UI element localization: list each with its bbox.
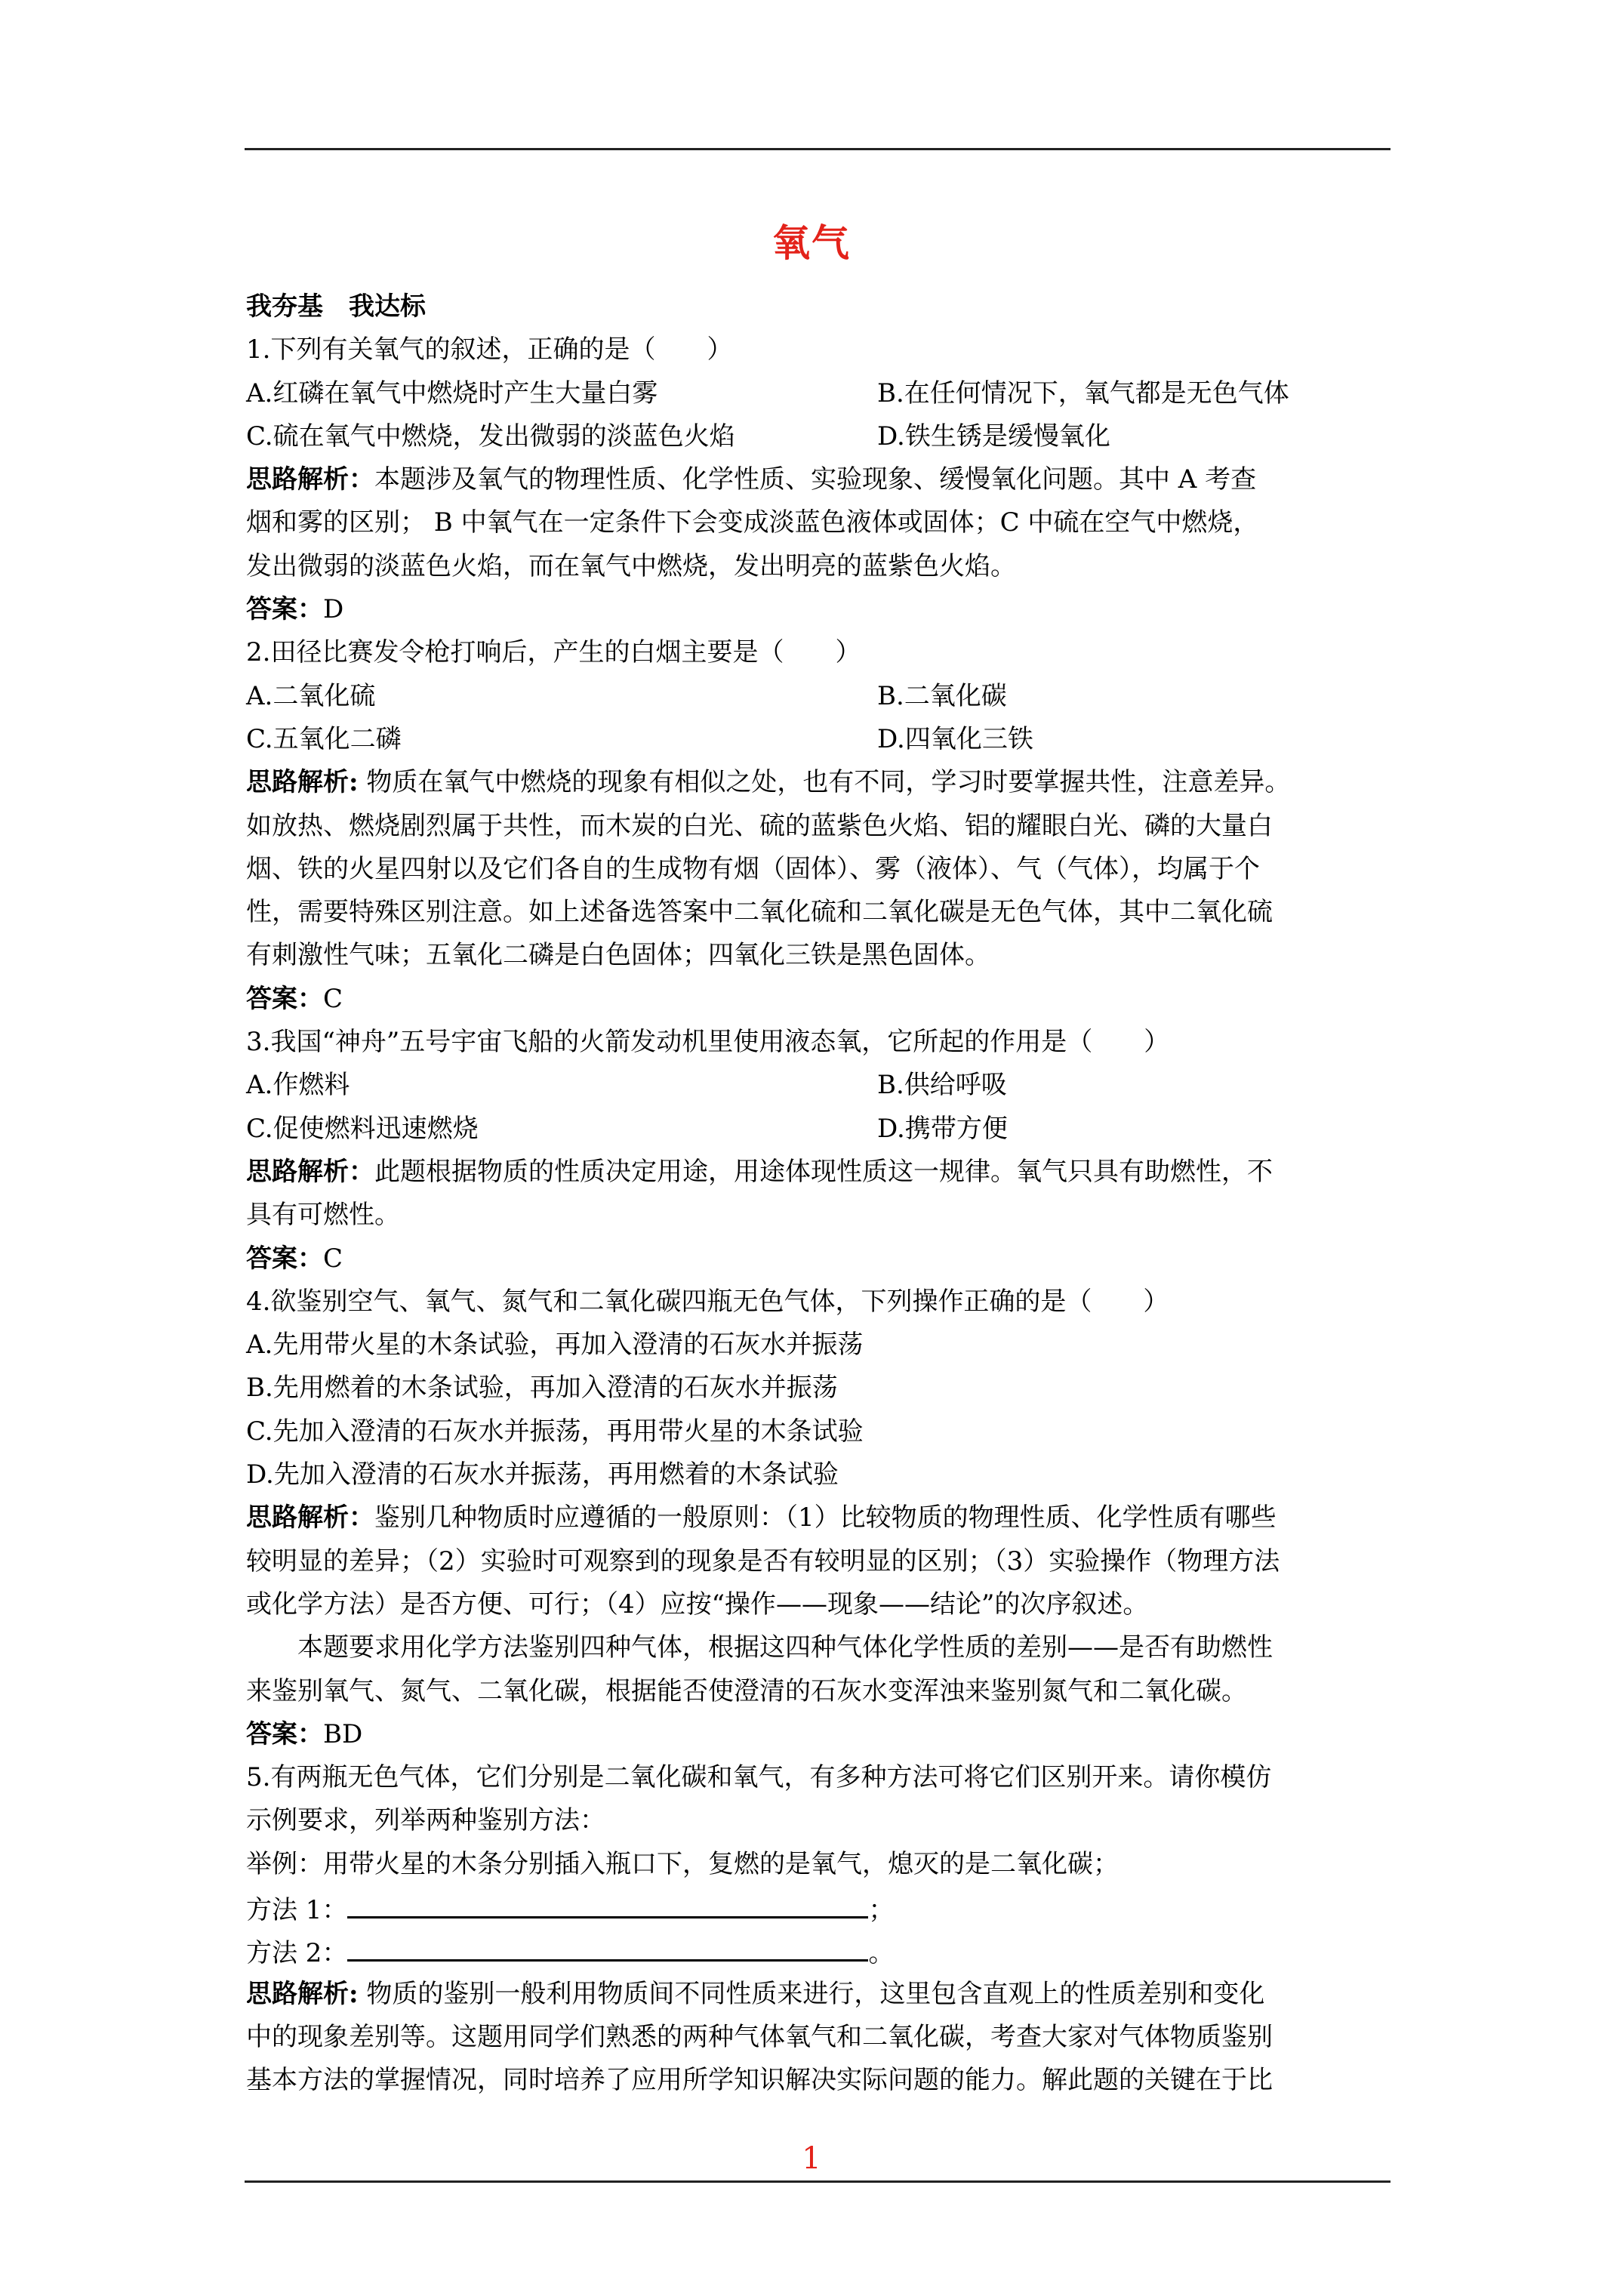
answer-label: 答案： bbox=[246, 1243, 323, 1274]
method-2-label: 方法 2： bbox=[246, 1938, 348, 1969]
q5-method-1 bbox=[246, 1886, 1394, 1929]
method-2-blank[interactable] bbox=[347, 1929, 868, 1962]
method-1-end: ； bbox=[868, 1894, 895, 1925]
q2-analysis-line bbox=[246, 761, 1394, 804]
q4-option-c: C.先加入澄清的石灰水并振荡，再用带火星的木条试验 bbox=[246, 1416, 864, 1447]
header-rule bbox=[245, 148, 1390, 150]
question-3-stem: 3.我国“神舟”五号宇宙飞船的火箭发动机里使用液态氧，它所起的作用是（ ） bbox=[246, 1027, 1170, 1058]
q3-analysis-line bbox=[246, 1151, 1394, 1194]
q3-option-d: D.携带方便 bbox=[877, 1113, 1008, 1144]
q3-analysis-line: 具有可燃性。 bbox=[246, 1200, 400, 1231]
q5-analysis-line: 基本方法的掌握情况，同时培养了应用所学知识解决实际问题的能力。解此题的关键在于比 bbox=[246, 2065, 1273, 2096]
question-2-options-row-2 bbox=[246, 718, 1394, 761]
q2-analysis-line: 如放热、燃烧剧烈属于共性，而木炭的白光、硫的蓝紫色火焰、铝的耀眼白光、磷的大量白 bbox=[246, 810, 1273, 841]
q4-analysis-paragraph-2: 本题要求用化学方法鉴别四种气体，根据这四种气体化学性质的差别——是否有助燃性 bbox=[297, 1632, 1273, 1663]
q2-analysis-line: 有刺激性气味；五氧化二磷是白色固体；四氧化三铁是黑色固体。 bbox=[246, 940, 990, 971]
page-number: 1 bbox=[802, 2141, 821, 2176]
q1-answer bbox=[246, 588, 1394, 631]
q5-example: 举例：用带火星的木条分别插入瓶口下，复燃的是氧气，熄灭的是二氧化碳； bbox=[246, 1848, 1119, 1879]
q5-method-2 bbox=[246, 1929, 1394, 1972]
q4-analysis-label: 思路解析： bbox=[246, 1502, 374, 1533]
question-1-options-row-1 bbox=[246, 372, 1394, 415]
q4-analysis-line: 或化学方法）是否方便、可行；（4）应按“操作——现象——结论”的次序叙述。 bbox=[246, 1589, 1149, 1620]
page-title: 氧气 bbox=[772, 220, 851, 265]
q2-analysis-label: 思路解析: bbox=[246, 767, 359, 798]
method-1-blank[interactable] bbox=[347, 1886, 868, 1918]
q5-analysis-label: 思路解析: bbox=[246, 1978, 359, 2009]
q1-analysis-line bbox=[246, 458, 1394, 501]
q5-analysis-line: 中的现象差别等。这题用同学们熟悉的两种气体氧气和二氧化碳，考查大家对气体物质鉴别 bbox=[246, 2021, 1273, 2052]
q4-option-a: A.先用带火星的木条试验，再加入澄清的石灰水并振荡 bbox=[246, 1330, 864, 1361]
answer-value: C bbox=[323, 983, 343, 1014]
question-5-stem: 示例要求，列举两种鉴别方法： bbox=[246, 1805, 605, 1836]
q1-analysis-line: 烟和雾的区别； B 中氧气在一定条件下会变成淡蓝色液体或固体；C 中硫在空气中燃烧， bbox=[246, 507, 1259, 538]
q4-analysis-text: 鉴别几种物质时应遵循的一般原则：（1）比较物质的物理性质、化学性质有哪些 bbox=[374, 1502, 1277, 1533]
answer-value: C bbox=[323, 1243, 343, 1274]
q3-analysis-text: 此题根据物质的性质决定用途，用途体现性质这一规律。氧气只具有助燃性，不 bbox=[374, 1156, 1273, 1187]
q4-option-d: D.先加入澄清的石灰水并振荡，再用燃着的木条试验 bbox=[246, 1459, 839, 1490]
question-3-options-row-2 bbox=[246, 1108, 1394, 1151]
section-heading: 我夯基 我达标 bbox=[246, 291, 426, 322]
question-5-stem: 5.有两瓶无色气体，它们分别是二氧化碳和氧气，有多种方法可将它们区别开来。请你模仿 bbox=[246, 1762, 1272, 1793]
document-body bbox=[246, 285, 1394, 2102]
answer-value: BD bbox=[323, 1718, 363, 1749]
q2-option-c: C.五氧化二磷 bbox=[246, 723, 402, 754]
q4-answer bbox=[246, 1713, 1394, 1756]
answer-value: D bbox=[323, 594, 344, 625]
question-2-stem: 2.田径比赛发令枪打响后，产生的白烟主要是（ ） bbox=[246, 637, 861, 668]
q1-option-c: C.硫在氧气中燃烧，发出微弱的淡蓝色火焰 bbox=[246, 421, 735, 451]
q3-option-a: A.作燃料 bbox=[246, 1070, 350, 1101]
footer-rule bbox=[245, 2180, 1390, 2183]
q2-answer bbox=[246, 978, 1394, 1021]
q1-option-a: A.红磷在氧气中燃烧时产生大量白雾 bbox=[246, 378, 658, 408]
q2-analysis-line: 烟、铁的火星四射以及它们各自的生成物有烟（固体）、雾（液体）、气（气体），均属于个 bbox=[246, 853, 1260, 884]
q3-option-c: C.促使燃料迅速燃烧 bbox=[246, 1113, 479, 1144]
q4-option-b: B.先用燃着的木条试验，再加入澄清的石灰水并振荡 bbox=[246, 1373, 838, 1404]
q5-analysis-line bbox=[246, 1973, 1394, 2016]
answer-label: 答案： bbox=[246, 594, 323, 625]
question-3-options-row-1 bbox=[246, 1064, 1394, 1107]
q1-analysis-label: 思路解析： bbox=[246, 464, 374, 495]
q3-analysis-label: 思路解析： bbox=[246, 1156, 374, 1187]
q3-answer bbox=[246, 1237, 1394, 1281]
q2-analysis-line: 性，需要特殊区别注意。如上述备选答案中二氧化硫和二氧化碳是无色气体，其中二氧化硫 bbox=[246, 897, 1273, 928]
q2-option-a: A.二氧化硫 bbox=[246, 680, 376, 711]
q2-option-d: D.四氧化三铁 bbox=[877, 723, 1033, 754]
q4-analysis-line: 较明显的差异；（2）实验时可观察到的现象是否有较明显的区别；（3）实验操作（物理方法 bbox=[246, 1546, 1280, 1576]
question-1-stem: 1.下列有关氧气的叙述，正确的是（ ） bbox=[246, 334, 733, 365]
q1-option-d: D.铁生锈是缓慢氧化 bbox=[877, 421, 1110, 451]
method-2-end: 。 bbox=[868, 1938, 895, 1969]
q4-analysis-paragraph-2: 来鉴别氧气、氮气、二氧化碳，根据能否使澄清的石灰水变浑浊来鉴别氮气和二氧化碳。 bbox=[246, 1675, 1247, 1706]
question-1-options-row-2 bbox=[246, 415, 1394, 458]
q1-analysis-text: 本题涉及氧气的物理性质、化学性质、实验现象、缓慢氧化问题。其中 A 考查 bbox=[374, 464, 1257, 495]
q5-analysis-text: 物质的鉴别一般利用物质间不同性质来进行，这里包含直观上的性质差别和变化 bbox=[358, 1978, 1265, 2009]
q3-option-b: B.供给呼吸 bbox=[877, 1070, 1007, 1101]
q2-analysis-text: 物质在氧气中燃烧的现象有相似之处，也有不同，学习时要掌握共性，注意差异。 bbox=[358, 767, 1291, 798]
q2-option-b: B.二氧化碳 bbox=[877, 680, 1007, 711]
method-1-label: 方法 1： bbox=[246, 1894, 348, 1925]
question-2-options-row-1 bbox=[246, 675, 1394, 718]
q4-analysis-line bbox=[246, 1496, 1394, 1539]
q1-option-b: B.在任何情况下，氧气都是无色气体 bbox=[877, 378, 1289, 408]
q1-analysis-line: 发出微弱的淡蓝色火焰，而在氧气中燃烧，发出明亮的蓝紫色火焰。 bbox=[246, 550, 1016, 581]
answer-label: 答案： bbox=[246, 1718, 323, 1749]
question-4-stem: 4.欲鉴别空气、氧气、氮气和二氧化碳四瓶无色气体，下列操作正确的是（ ） bbox=[246, 1286, 1169, 1317]
answer-label: 答案： bbox=[246, 983, 323, 1014]
